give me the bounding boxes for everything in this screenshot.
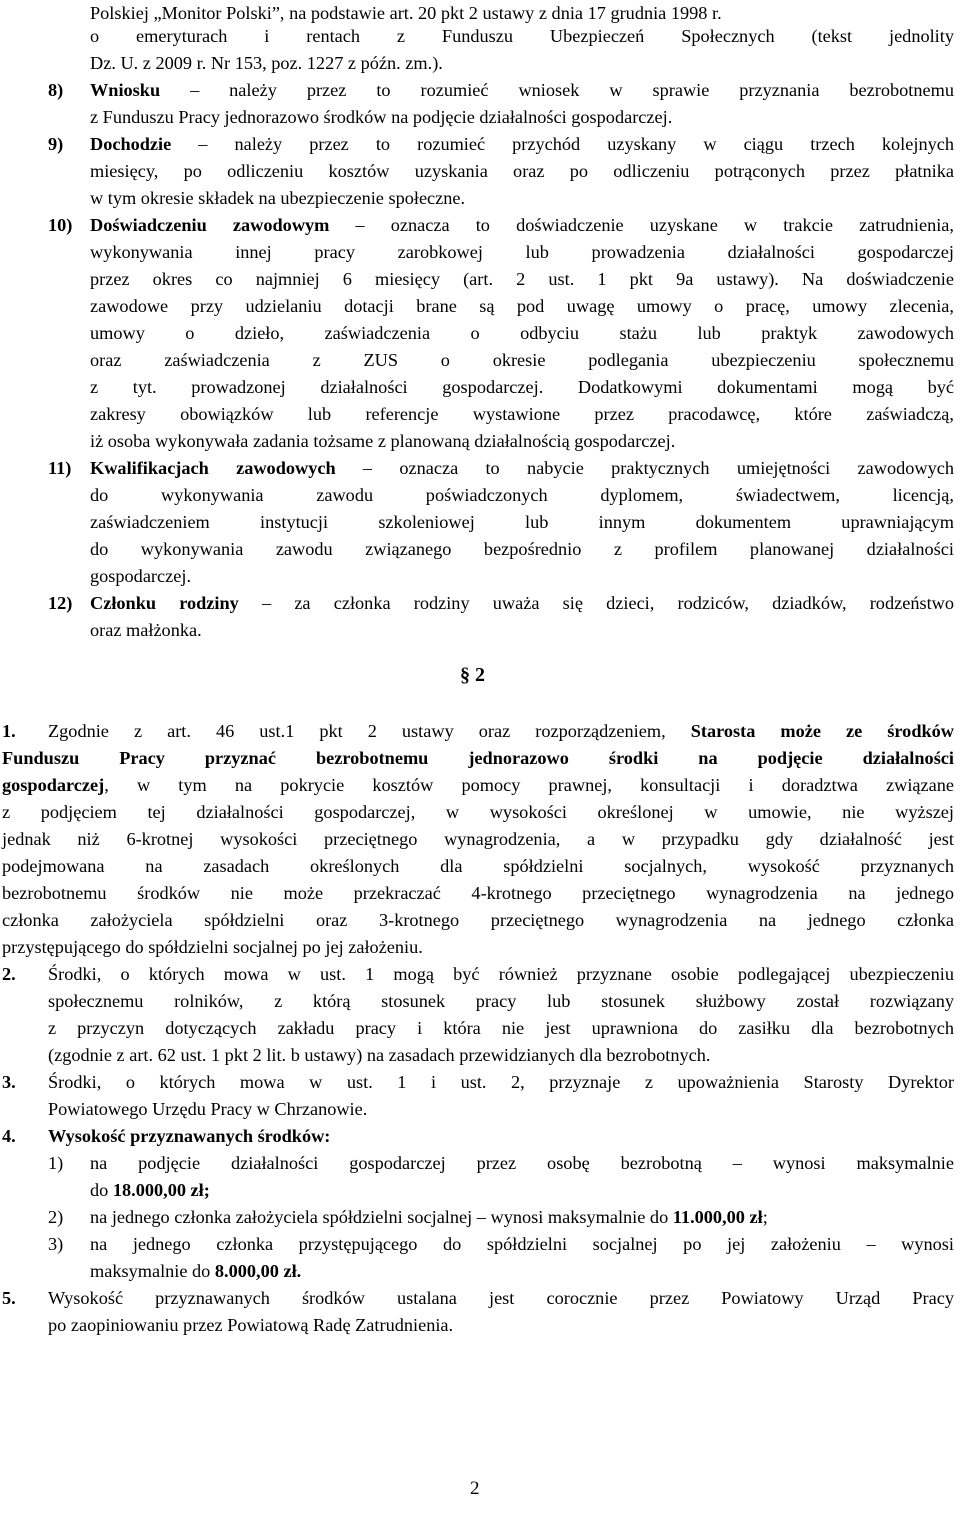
par-4-item-3-line-2 bbox=[90, 1258, 301, 1284]
page-number: 2 bbox=[470, 1478, 480, 1499]
par-3-line-1: Środki, o których mowa w ust. 1 i ust. 2, przyznaje z upoważnienia Starosty Dyrektor bbox=[48, 1072, 954, 1092]
def-9-number: 9) bbox=[48, 134, 64, 154]
par-4-item-1-number: 1) bbox=[48, 1153, 64, 1173]
par-5-number: 5. bbox=[2, 1288, 16, 1308]
par-4-item-1-text-2a: do bbox=[90, 1180, 113, 1200]
intro-line-2: o emeryturach i rentach z Funduszu Ubezpieczeń Społecznych (tekst jednolity bbox=[90, 26, 954, 46]
par-4-item-1-line-1: na podjęcie działalności gospodarczej przez osobę bezrobotną – wynosi maksymalnie bbox=[90, 1153, 954, 1173]
def-10-line-4: zawodowe przy udzielaniu dotacji brane są pod uwagę umowy o pracę, umowy zlecenia, bbox=[90, 296, 954, 316]
def-8-term: Wniosku bbox=[90, 80, 161, 100]
par-2-line-2: społecznemu rolników, z którą stosunek pracy lub stosunek służbowy został rozwiązany bbox=[48, 991, 954, 1011]
par-1-line-3 bbox=[2, 772, 954, 798]
par-4-item-3-number: 3) bbox=[48, 1234, 64, 1254]
par-2-line-3: z przyczyn dotyczących zakładu pracy i która nie jest uprawniona do zasiłku dla bezrobotnych bbox=[48, 1018, 954, 1038]
def-9-line-1 bbox=[90, 131, 954, 157]
def-10-line-6: oraz zaświadczenia z ZUS o okresie podlegania ubezpieczeniu społecznemu bbox=[90, 350, 954, 370]
def-12-term: Członku rodziny bbox=[90, 593, 239, 613]
section-heading: § 2 bbox=[460, 664, 485, 686]
par-4-item-1-amount: 18.000,00 zł; bbox=[112, 1180, 210, 1200]
def-9-line-2: miesięcy, po odliczeniu kosztów uzyskania oraz po odliczeniu potrąconych przez płatnika bbox=[90, 161, 954, 181]
par-2-line-4: (zgodnie z art. 62 ust. 1 pkt 2 lit. b ustawy) na zasadach przewidzianych dla bezrobotnych. bbox=[48, 1045, 711, 1065]
par-1-line-9: przystępującego do spółdzielni socjalnej po jej założeniu. bbox=[2, 937, 423, 957]
def-10-line-2: wykonywania innej pracy zarobkowej lub prowadzenia działalności gospodarczej bbox=[90, 242, 954, 262]
par-5-line-1: Wysokość przyznawanych środków ustalana jest corocznie przez Powiatowy Urząd Pracy bbox=[48, 1288, 954, 1308]
def-10-line-7: z tyt. prowadzonej działalności gospodarczej. Dodatkowymi dokumentami mogą być bbox=[90, 377, 954, 397]
def-11-line-1 bbox=[90, 455, 954, 481]
par-1-text-3a: gospodarczej bbox=[2, 775, 105, 795]
def-11-text-1: – oznacza to nabycie praktycznych umiejętności zawodowych bbox=[362, 458, 954, 478]
par-1-number: 1. bbox=[2, 721, 16, 741]
par-4-number: 4. bbox=[2, 1126, 16, 1146]
def-10-line-5: umowy o dzieło, zaświadczenia o odbyciu stażu lub praktyk zawodowych bbox=[90, 323, 954, 343]
par-1-text-1a: Zgodnie z art. 46 ust.1 pkt 2 ustawy oraz rozporządzeniem, bbox=[48, 721, 666, 741]
par-1-text-1b: Starosta może ze środków bbox=[690, 721, 954, 741]
def-9-text-1: – należy przez to rozumieć przychód uzyskany w ciągu trzech kolejnych bbox=[198, 134, 954, 154]
par-4-item-2-line-1 bbox=[90, 1204, 768, 1230]
intro-line-3: Dz. U. z 2009 r. Nr 153, poz. 1227 z późn. zm.). bbox=[90, 53, 443, 73]
def-12-text-1: – za członka rodziny uważa się dzieci, rodziców, dziadków, rodzeństwo bbox=[262, 593, 954, 613]
def-10-number: 10) bbox=[48, 215, 73, 235]
par-1-line-6: podejmowana na zasadach określonych dla spółdzielni socjalnych, wysokość przyznanych bbox=[2, 856, 954, 876]
par-4-item-2-text-1c: ; bbox=[762, 1207, 768, 1227]
par-3-line-2: Powiatowego Urzędu Pracy w Chrzanowie. bbox=[48, 1099, 368, 1119]
def-8-line-1 bbox=[90, 77, 954, 103]
def-11-line-2: do wykonywania zawodu poświadczonych dyplomem, świadectwem, licencją, bbox=[90, 485, 954, 505]
def-12-number: 12) bbox=[48, 593, 73, 613]
par-4-item-2-amount: 11.000,00 zł bbox=[672, 1207, 763, 1227]
par-1-line-5: jednak niż 6-krotnej wysokości przeciętnego wynagrodzenia, a w przypadku gdy działalność jest bbox=[2, 829, 954, 849]
par-3-number: 3. bbox=[2, 1072, 16, 1092]
def-10-text-1: – oznacza to doświadczenie uzyskane w trakcie zatrudnienia, bbox=[355, 215, 954, 235]
def-10-line-3: przez okres co najmniej 6 miesięcy (art. 2 ust. 1 pkt 9a ustawy). Na doświadczenie bbox=[90, 269, 954, 289]
par-1-text-3b: , w tym na pokrycie kosztów pomocy prawnej, konsultacji i doradztwa związane bbox=[104, 775, 954, 795]
par-4-item-2-text-1a: na jednego członka założyciela spółdzielni socjalnej – wynosi maksymalnie do bbox=[90, 1207, 673, 1227]
par-4-item-1-line-2 bbox=[90, 1177, 210, 1203]
def-9-term: Dochodzie bbox=[90, 134, 172, 154]
par-4-heading: Wysokość przyznawanych środków: bbox=[48, 1126, 331, 1146]
def-12-line-2: oraz małżonka. bbox=[90, 620, 202, 640]
par-1-line-8: członka założyciela spółdzielni oraz 3-krotnego przeciętnego wynagrodzenia na jednego członka bbox=[2, 910, 954, 930]
par-5-line-2: po zaopiniowaniu przez Powiatową Radę Zatrudnienia. bbox=[48, 1315, 454, 1335]
par-4-item-3-line-1: na jednego członka przystępującego do spółdzielni socjalnej po jej założeniu – wynosi bbox=[90, 1234, 954, 1254]
par-2-number: 2. bbox=[2, 964, 16, 984]
def-10-term: Doświadczeniu zawodowym bbox=[90, 215, 330, 235]
def-10-line-9: iż osoba wykonywała zadania tożsame z planowaną działalnością gospodarczej. bbox=[90, 431, 676, 451]
def-8-line-2: z Funduszu Pracy jednorazowo środków na podjęcie działalności gospodarczej. bbox=[90, 107, 673, 127]
def-11-line-3: zaświadczeniem instytucji szkoleniowej lub innym dokumentem uprawniającym bbox=[90, 512, 954, 532]
def-10-line-1 bbox=[90, 212, 954, 238]
par-4-item-2-number: 2) bbox=[48, 1207, 64, 1227]
def-11-term: Kwalifikacjach zawodowych bbox=[90, 458, 336, 478]
par-2-line-1: Środki, o których mowa w ust. 1 mogą być również przyznane osobie podlegającej ubezpieczeniu bbox=[48, 964, 954, 984]
def-10-line-8: zakresy obowiązków lub referencje wystawione przez pracodawcę, które zaświadczą, bbox=[90, 404, 954, 424]
def-9-line-3: w tym okresie składek na ubezpieczenie społeczne. bbox=[90, 188, 466, 208]
par-1-line-2: Funduszu Pracy przyznać bezrobotnemu jednorazowo środki na podjęcie działalności bbox=[2, 748, 954, 768]
def-8-number: 8) bbox=[48, 80, 64, 100]
def-12-line-1 bbox=[90, 590, 954, 616]
intro-line-1: Polskiej „Monitor Polski”, na podstawie art. 20 pkt 2 ustawy z dnia 17 grudnia 1998 r. bbox=[90, 3, 722, 23]
par-1-line-7: bezrobotnemu środków nie może przekraczać 4-krotnego przeciętnego wynagrodzenia na jednego bbox=[2, 883, 954, 903]
par-4-item-3-text-2a: maksymalnie do bbox=[90, 1261, 215, 1281]
def-11-line-5: gospodarczej. bbox=[90, 566, 192, 586]
par-1-line-1 bbox=[48, 718, 954, 744]
par-1-line-4: z podjęciem tej działalności gospodarczej, w wysokości określonej w umowie, nie wyższej bbox=[2, 802, 954, 822]
par-4-item-3-amount: 8.000,00 zł. bbox=[214, 1261, 302, 1281]
def-8-text-1: – należy przez to rozumieć wniosek w sprawie przyznania bezrobotnemu bbox=[190, 80, 954, 100]
def-11-number: 11) bbox=[48, 458, 72, 478]
def-11-line-4: do wykonywania zawodu związanego bezpośrednio z profilem planowanej działalności bbox=[90, 539, 954, 559]
